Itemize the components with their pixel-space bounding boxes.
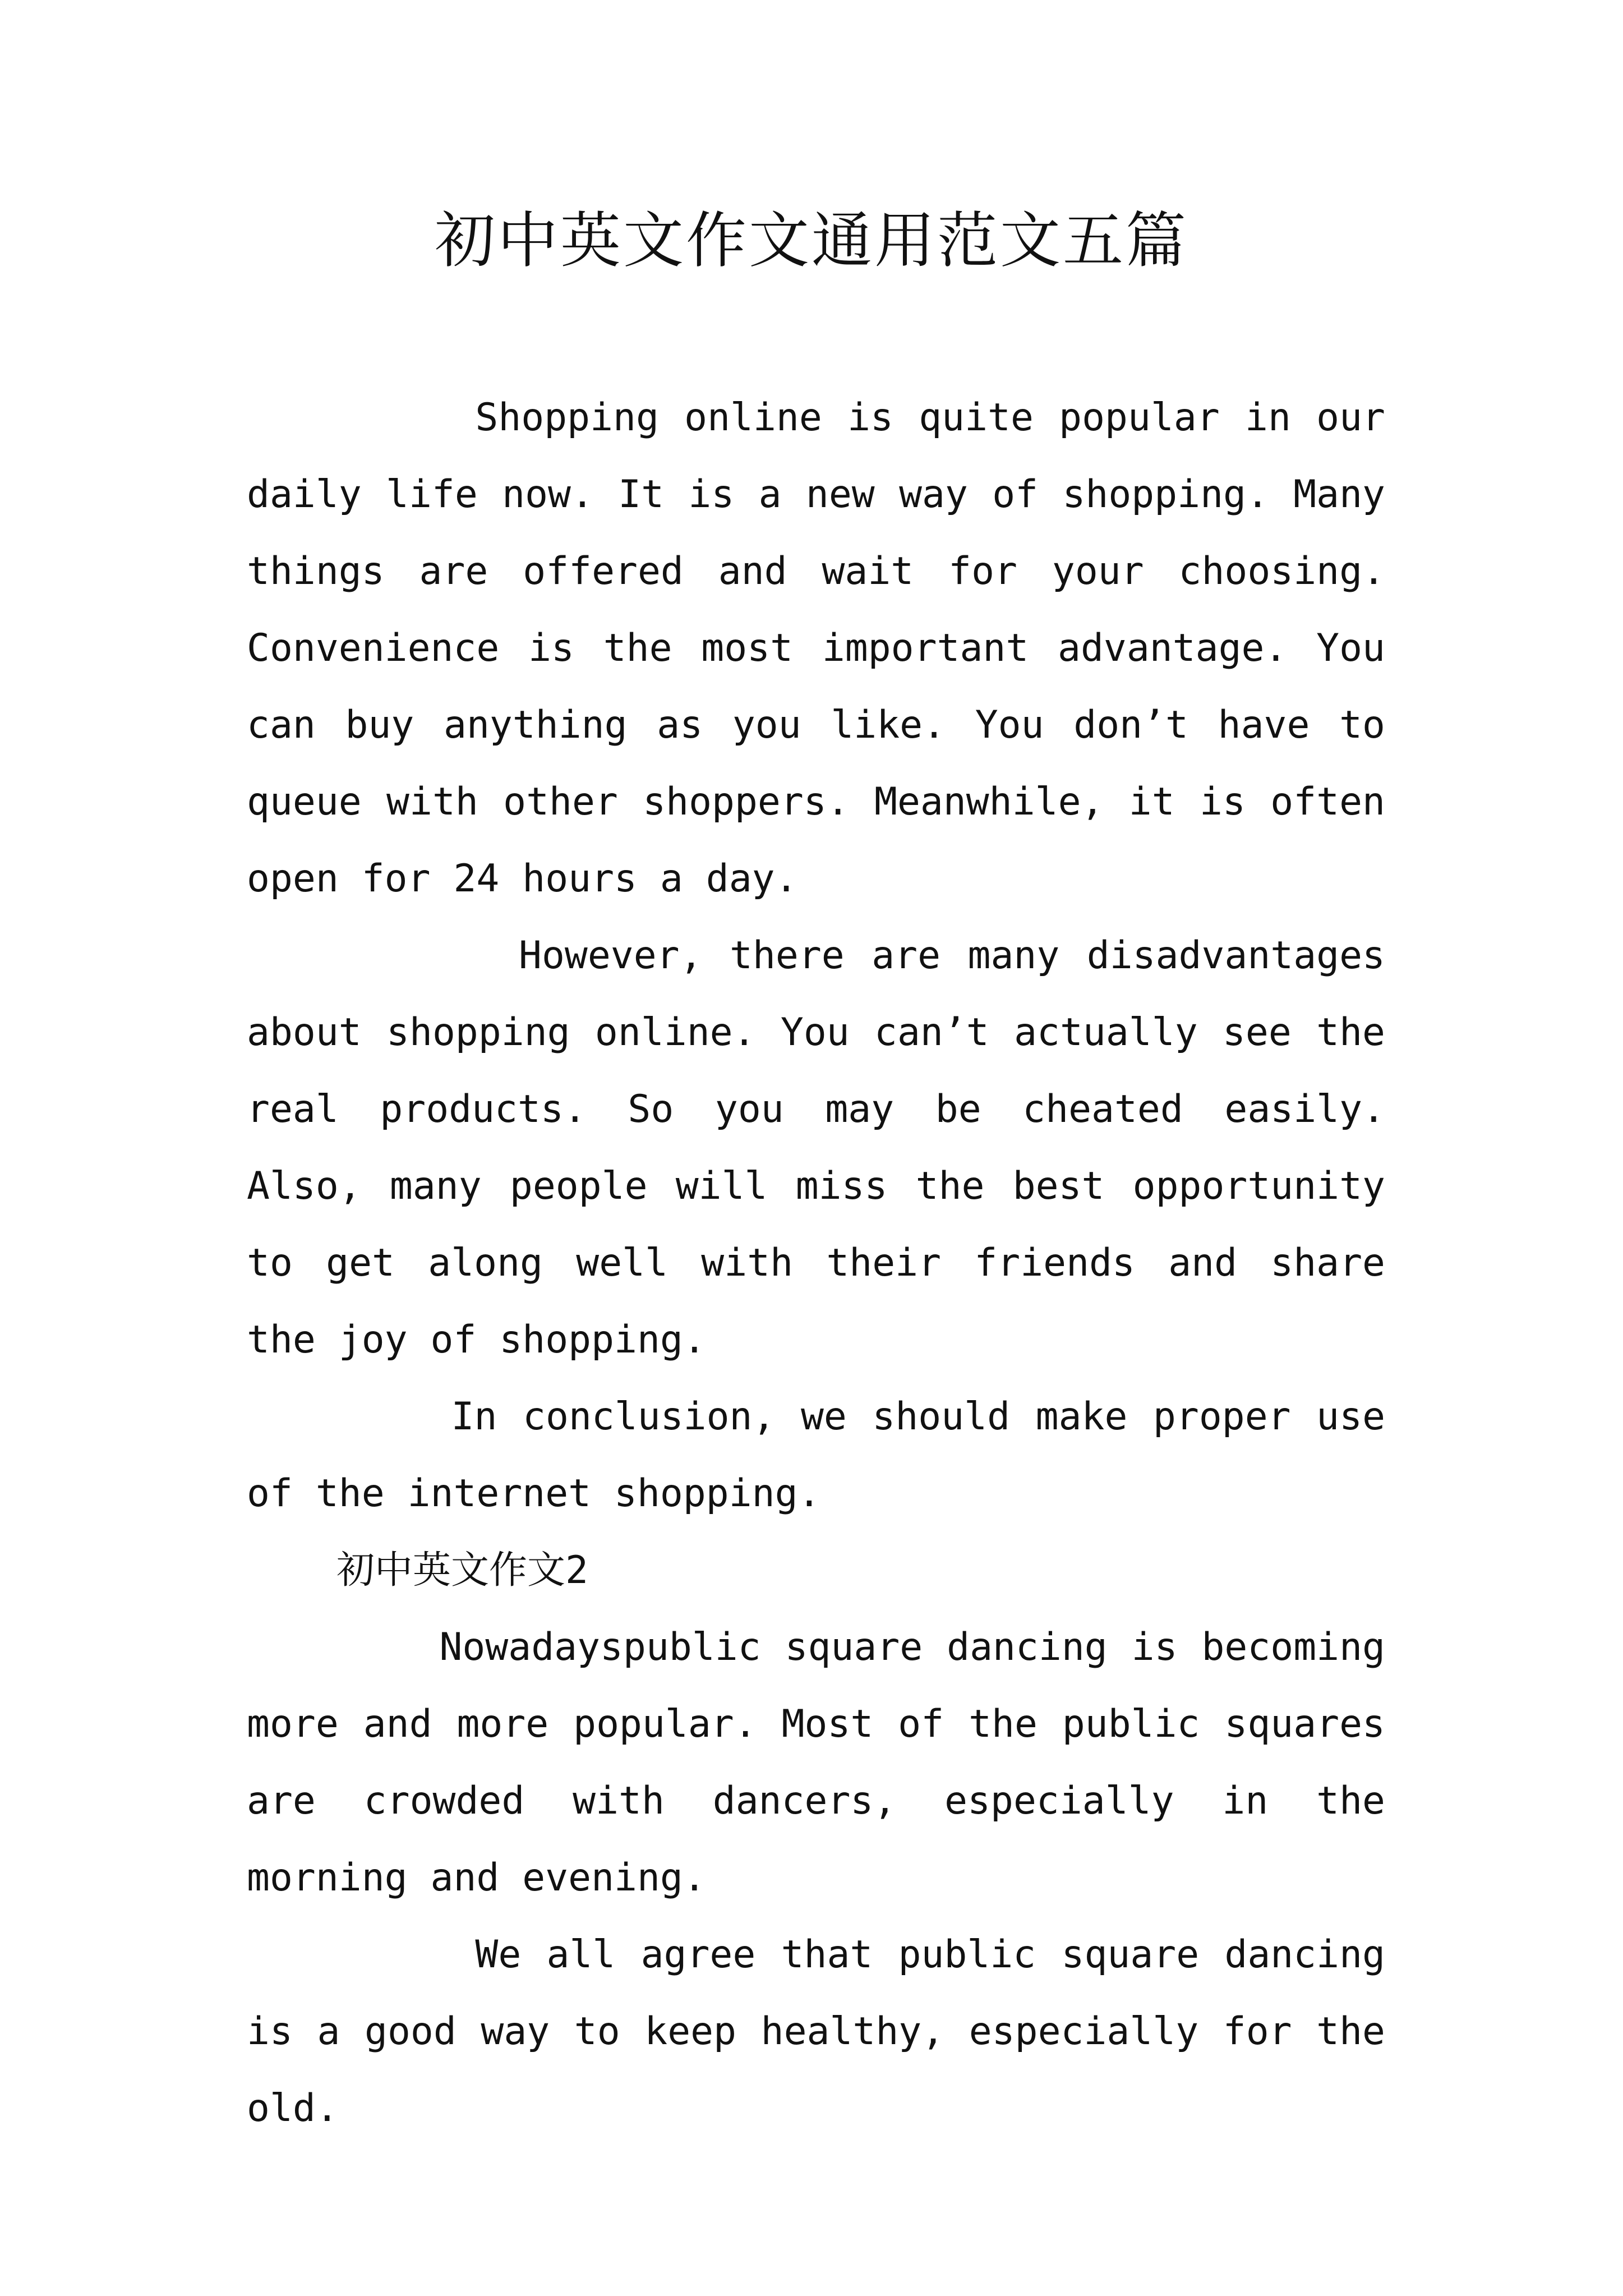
paragraph-indent bbox=[247, 1625, 439, 1669]
paragraph-shopping-intro bbox=[247, 379, 1385, 917]
document-title: 初中英文作文通用范文五篇 bbox=[434, 206, 1188, 276]
paragraph-shopping-conclusion bbox=[247, 1378, 1385, 1532]
paragraph-text: In conclusion, we should make proper use of the internet shopping. bbox=[247, 1395, 1386, 1516]
paragraph-indent bbox=[247, 933, 519, 978]
paragraph-text: Nowadayspublic square dancing is becoming more and more popular. Most of the public squares are crowded with dancers, especially in the morning and evening. bbox=[247, 1625, 1385, 1900]
paragraph-dancing-health bbox=[247, 1916, 1385, 2147]
paragraph-dancing-intro bbox=[247, 1609, 1385, 1916]
paragraph-text: Shopping online is quite popular in our daily life now. It is a new way of shopping. Many things are offered and wait for your choosing. Convenience is the most important advantage. You can buy anything as you like. You don’t have to queue with other shoppers. Meanwhile, it is often open for 24 hours a day. bbox=[247, 395, 1385, 901]
paragraph-indent bbox=[247, 1395, 451, 1439]
paragraph-shopping-disadvantages bbox=[247, 917, 1385, 1378]
paragraph-text: We all agree that public square dancing is a good way to keep healthy, especially for the old. bbox=[247, 1932, 1385, 2131]
section-heading: 初中英文作文2 bbox=[336, 1548, 588, 1593]
document-body bbox=[247, 379, 1385, 2147]
paragraph-indent bbox=[247, 1932, 475, 1977]
paragraph-indent bbox=[247, 395, 475, 440]
paragraph-text: However, there are many disadvantages about shopping online. You can’t actually see the real products. So you may be cheated easily. Also, many people will miss the best opportunity to get along well with their friends and share the joy of shopping. bbox=[247, 933, 1385, 1362]
